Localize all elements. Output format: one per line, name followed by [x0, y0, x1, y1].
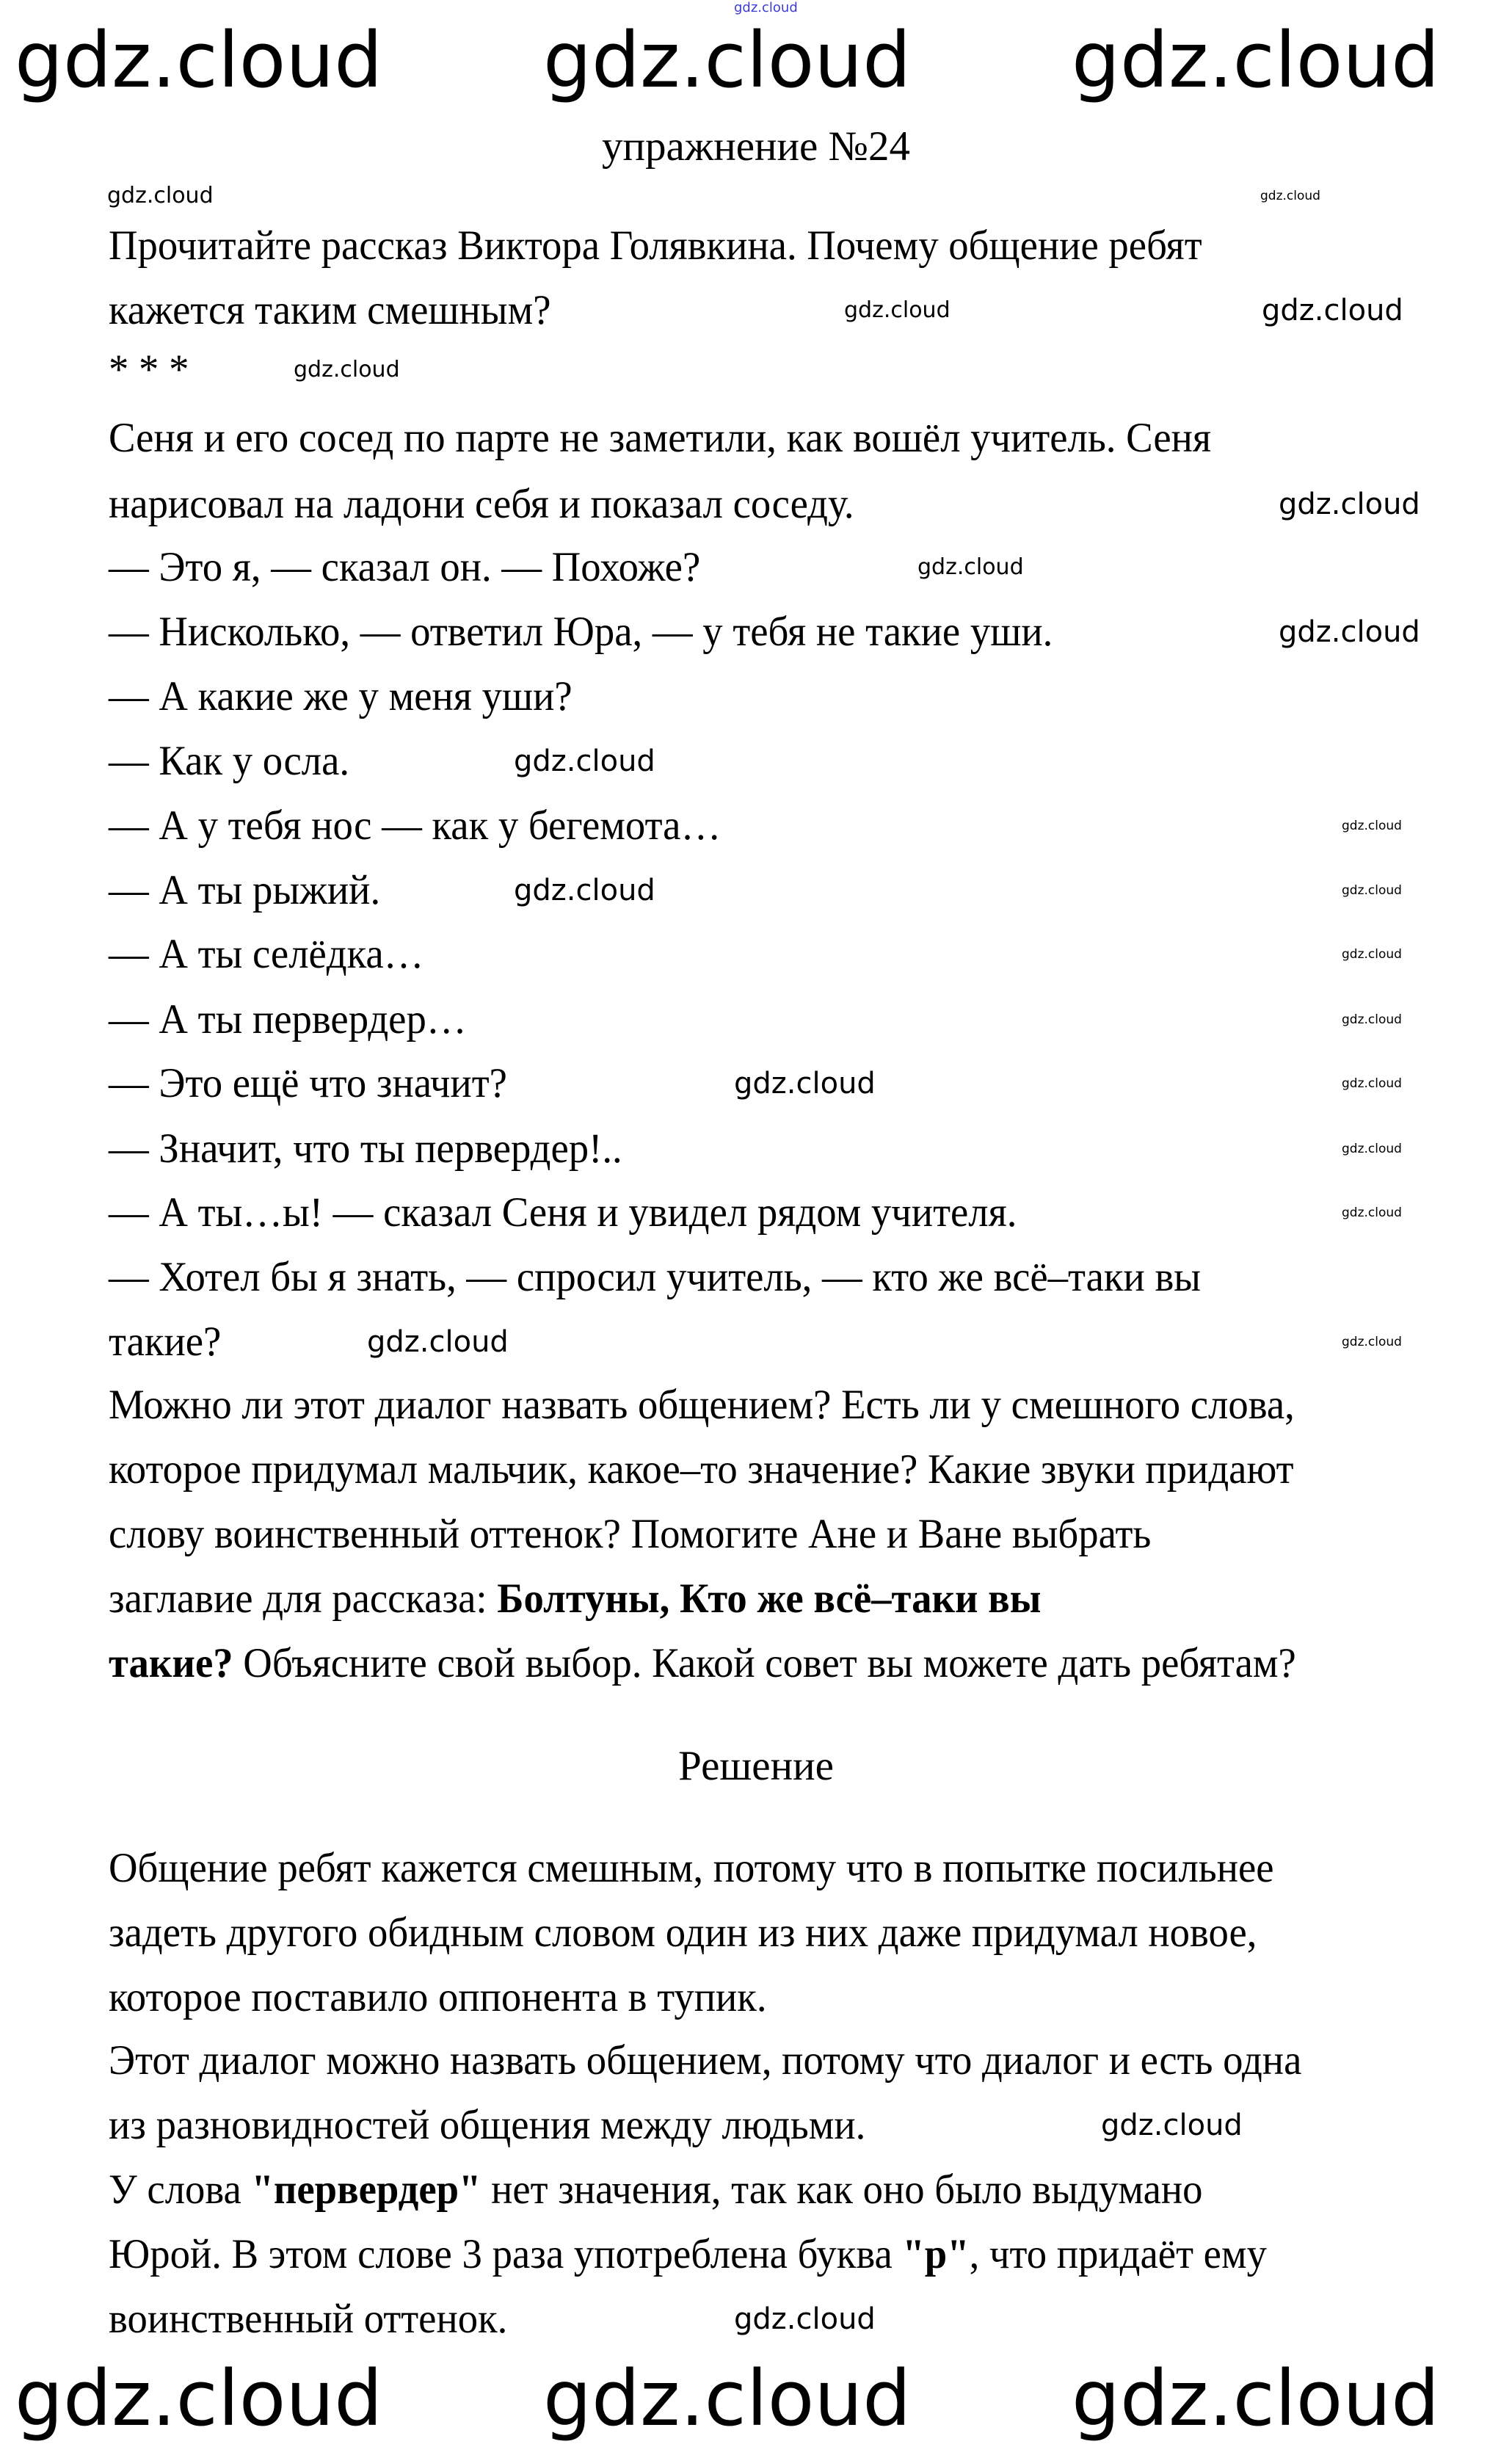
text-segment: Этот диалог можно назвать общением, потому что диалог и есть одна: [109, 2037, 1302, 2084]
text-segment: которое поставило оппонента в тупик.: [109, 1974, 767, 2020]
text-segment: кажется таким смешным?: [109, 287, 551, 333]
watermark-logo: gdz.cloud: [1342, 1076, 1402, 1091]
bold-text: Болтуны, Кто же всё–таки вы: [497, 1575, 1042, 1622]
task-line: [109, 672, 573, 721]
watermark-logo: gdz.cloud: [1072, 2354, 1440, 2443]
watermark-logo: gdz.cloud: [1262, 294, 1403, 327]
text-segment: — А какие же у меня уши?: [109, 673, 573, 719]
watermark-logo: gdz.cloud: [1342, 818, 1402, 833]
watermark-logo: gdz.cloud: [1342, 1205, 1402, 1220]
task-line: [109, 1318, 221, 1366]
task-line: [109, 543, 700, 592]
text-segment: — Нисколько, — ответил Юра, — у тебя не такие уши.: [109, 609, 1053, 655]
task-line: [109, 1189, 1017, 1237]
task-line: [109, 737, 349, 786]
watermark-logo: gdz.cloud: [543, 15, 912, 105]
text-segment: — Хотел бы я знать, — спросил учитель, — кто же всё–таки вы: [109, 1254, 1202, 1300]
text-segment: слову воинственный оттенок? Помогите Ане и Ване выбрать: [109, 1511, 1152, 1557]
text-segment: — А ты…ы! — сказал Сеня и увидел рядом учителя.: [109, 1189, 1017, 1236]
task-line: [109, 414, 1211, 463]
task-line: [109, 608, 1053, 656]
text-segment: из разновидностей общения между людьми.: [109, 2102, 866, 2148]
task-line: [109, 1446, 1294, 1494]
task-line: [109, 346, 189, 394]
text-segment: — А ты селёдка…: [109, 931, 424, 977]
bold-text: "первердер": [251, 2166, 481, 2213]
text-segment: задеть другого обидным словом один из них даже придумал новое,: [109, 1910, 1257, 1956]
watermark-logo: gdz.cloud: [917, 554, 1024, 580]
task-line: [109, 1253, 1201, 1302]
task-line: [109, 802, 721, 850]
watermark-logo: gdz.cloud: [15, 2354, 383, 2443]
watermark-logo: gdz.cloud: [15, 15, 383, 105]
watermark-logo: gdz.cloud: [514, 744, 655, 778]
watermark-logo: gdz.cloud: [1342, 1012, 1402, 1027]
text-segment: Юрой. В этом слове 3 раза употреблена буква: [109, 2231, 903, 2277]
watermark-logo: gdz.cloud: [1342, 882, 1402, 898]
text-segment: У слова: [109, 2166, 252, 2213]
task-line: [109, 930, 424, 979]
watermark-logo: gdz.cloud: [1279, 615, 1420, 649]
text-segment: Объясните свой выбор. Какой совет вы можете дать ребятам?: [233, 1640, 1296, 1686]
task-line: [109, 866, 380, 915]
watermark-logo: gdz.cloud: [734, 0, 798, 15]
text-segment: Сеня и его сосед по парте не заметили, как вошёл учитель. Сеня: [109, 415, 1212, 461]
text-segment: — А у тебя нос — как у бегемота…: [109, 802, 722, 849]
task-line: [109, 1575, 1041, 1623]
solution-line: [109, 1844, 1274, 1893]
watermark-logo: gdz.cloud: [1101, 2108, 1243, 2142]
text-segment: Общение ребят кажется смешным, потому что в попытке посильнее: [109, 1845, 1274, 1891]
watermark-logo: gdz.cloud: [1342, 1141, 1402, 1156]
task-line: [109, 1510, 1151, 1559]
text-segment: — Как у осла.: [109, 738, 350, 784]
task-line: [109, 480, 854, 529]
solution-line: [109, 2166, 1203, 2214]
watermark-logo: gdz.cloud: [734, 1067, 876, 1100]
task-line: [109, 1381, 1295, 1429]
task-line: [109, 222, 1202, 270]
text-segment: такие?: [109, 1319, 222, 1365]
task-line: [109, 996, 467, 1044]
bold-text: такие?: [109, 1640, 233, 1686]
text-segment: заглавие для рассказа:: [109, 1575, 498, 1622]
watermark-logo: gdz.cloud: [734, 2302, 876, 2336]
text-segment: , что придаёт ему: [969, 2231, 1267, 2277]
text-segment: Можно ли этот диалог назвать общением? Есть ли у смешного слова,: [109, 1382, 1295, 1428]
text-segment: Прочитайте рассказ Виктора Голявкина. Почему общение ребят: [109, 222, 1202, 269]
text-segment: нет значения, так как оно было выдумано: [481, 2166, 1203, 2213]
text-segment: — Это ещё что значит?: [109, 1060, 507, 1106]
bold-text: "р": [902, 2231, 970, 2277]
text-segment: — А ты первердер…: [109, 996, 467, 1042]
solution-line: [109, 2037, 1301, 2085]
watermark-logo: gdz.cloud: [1260, 188, 1320, 203]
exercise-title: упражнение №24: [602, 123, 910, 170]
text-segment: — Значит, что ты первердер!..: [109, 1125, 622, 1172]
watermark-logo: gdz.cloud: [294, 357, 400, 382]
task-line: [109, 1639, 1296, 1688]
watermark-logo: gdz.cloud: [1342, 1334, 1402, 1349]
text-segment: — Это я, — сказал он. — Похоже?: [109, 544, 701, 590]
watermark-logo: gdz.cloud: [1072, 15, 1440, 105]
watermark-logo: gdz.cloud: [1279, 487, 1420, 521]
solution-line: [109, 2101, 865, 2150]
text-segment: воинственный оттенок.: [109, 2296, 508, 2342]
solution-heading: Решение: [678, 1743, 834, 1789]
watermark-logo: gdz.cloud: [367, 1325, 509, 1359]
watermark-logo: gdz.cloud: [844, 297, 951, 323]
watermark-logo: gdz.cloud: [543, 2354, 912, 2443]
solution-line: [109, 1909, 1257, 1957]
text-segment: нарисовал на ладони себя и показал соседу.: [109, 481, 854, 527]
task-line: [109, 1059, 507, 1108]
task-line: [109, 286, 550, 335]
solution-line: [109, 2230, 1267, 2279]
text-segment: — А ты рыжий.: [109, 867, 381, 913]
task-line: [109, 1125, 622, 1173]
watermark-logo: gdz.cloud: [514, 874, 655, 907]
text-segment: * * *: [109, 347, 189, 393]
solution-line: [109, 2295, 507, 2343]
watermark-logo: gdz.cloud: [107, 183, 214, 208]
watermark-logo: gdz.cloud: [1342, 946, 1402, 962]
solution-line: [109, 1973, 767, 2022]
text-segment: которое придумал мальчик, какое–то значение? Какие звуки придают: [109, 1446, 1294, 1493]
